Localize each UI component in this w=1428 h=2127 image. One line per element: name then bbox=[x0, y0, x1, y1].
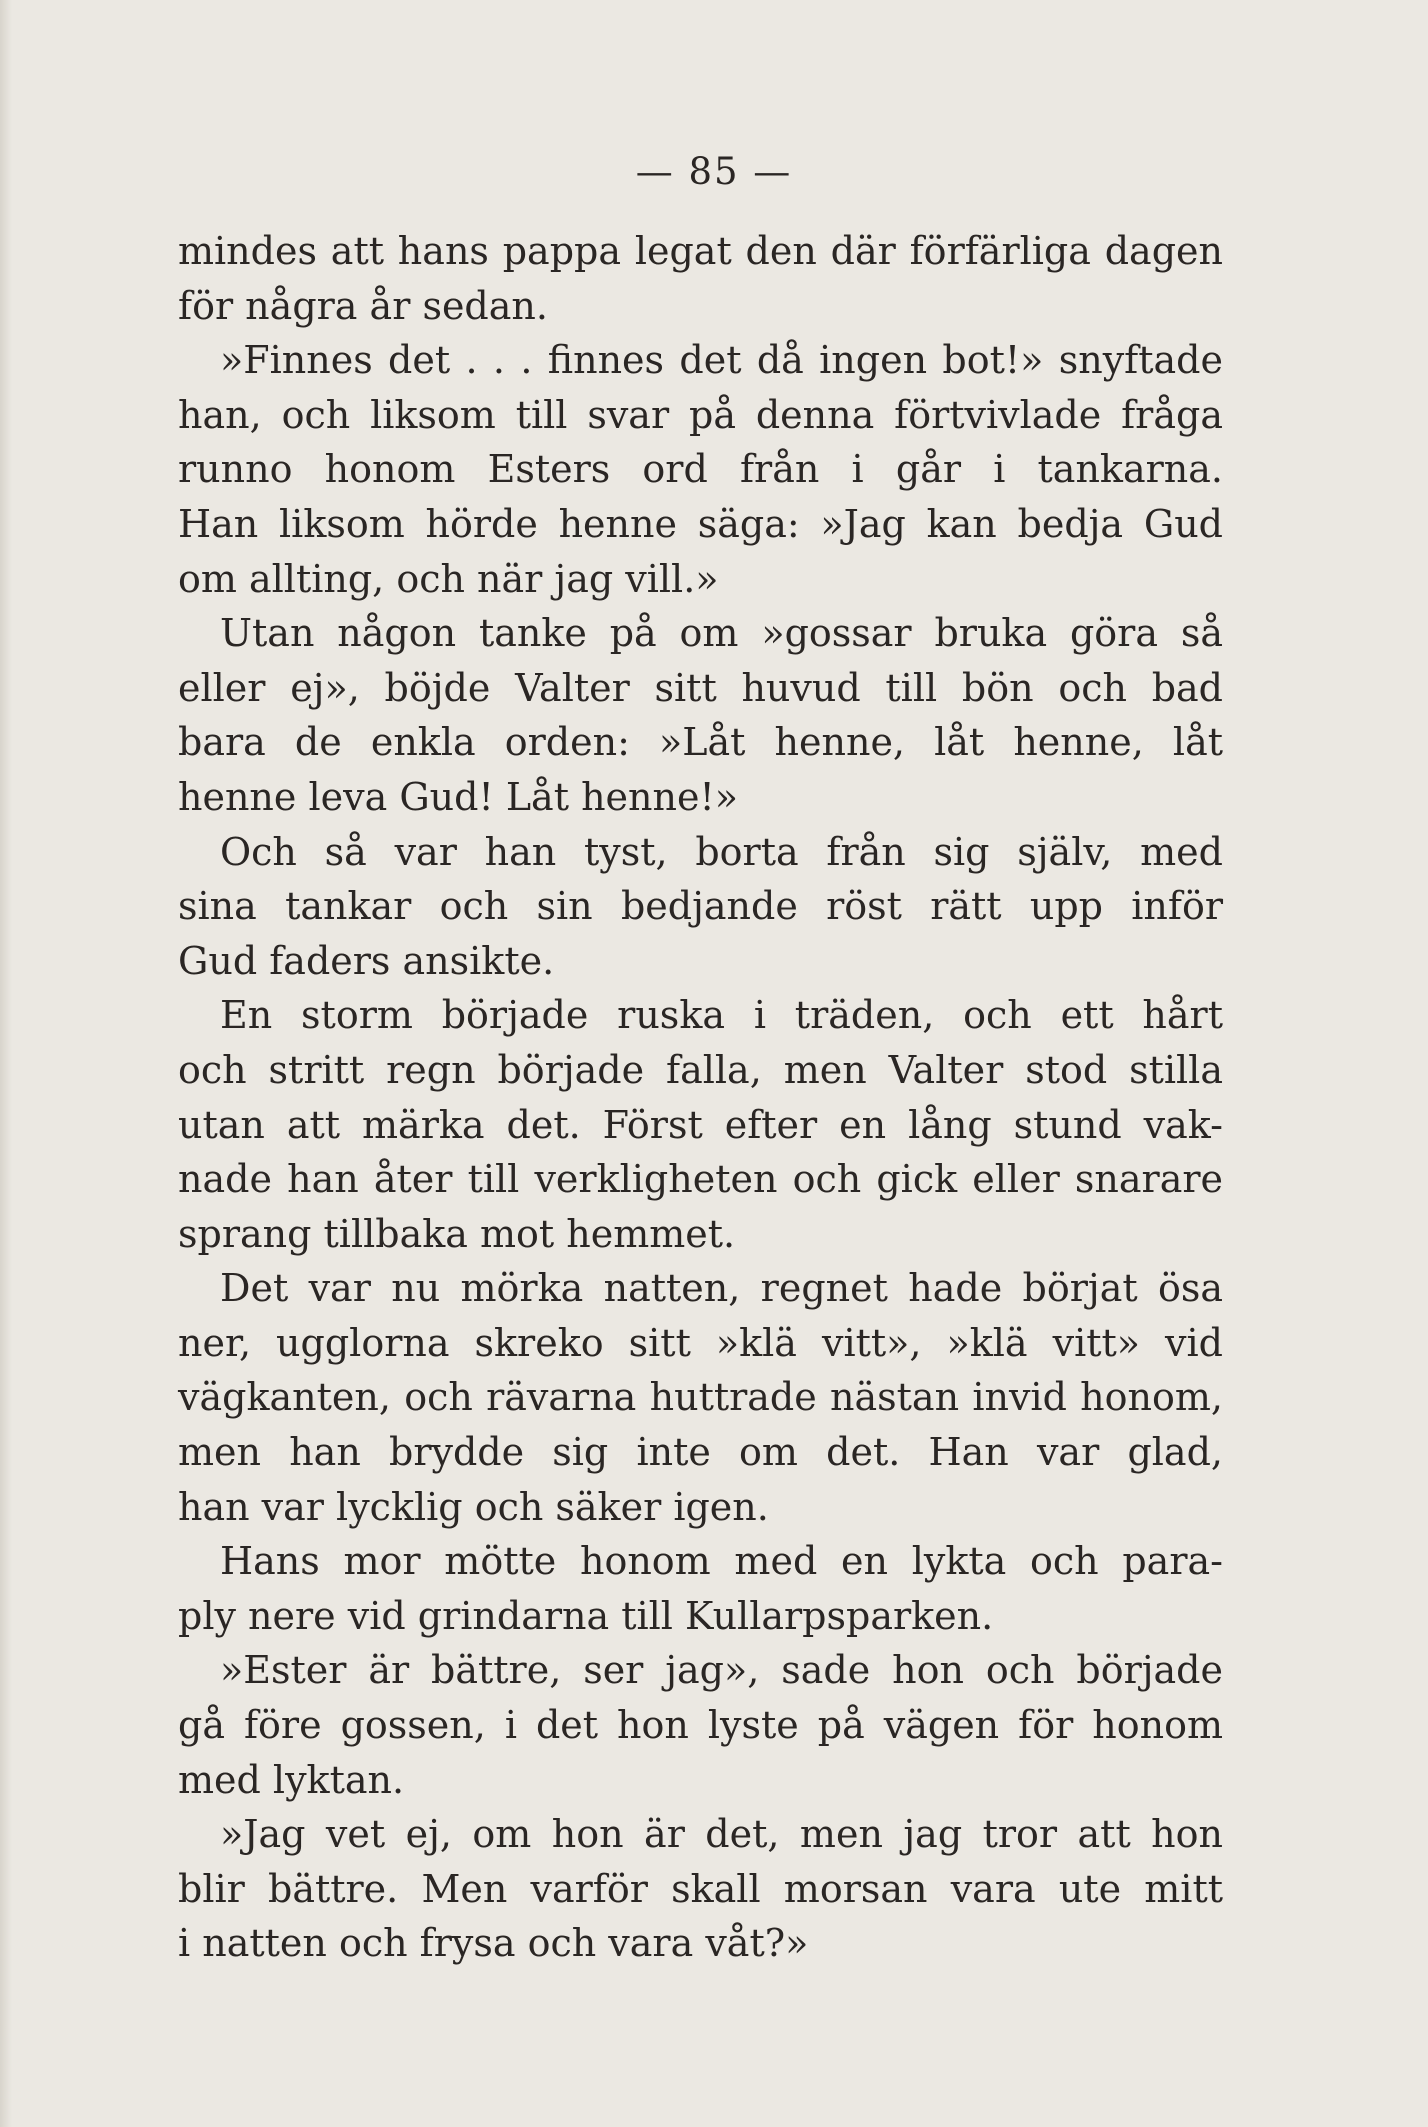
text-line: vägkanten, och rävarna huttrade nästan invid honom, bbox=[178, 1375, 1223, 1420]
text-line: om allting, och när jag vill.» bbox=[178, 556, 719, 601]
text-line: Han liksom hörde henne säga: »Jag kan bedja Gud bbox=[178, 501, 1223, 546]
text-line: mindes att hans pappa legat den där förfärliga dagen bbox=[178, 229, 1223, 273]
text-line: nade han åter till verkligheten och gick eller snarare bbox=[178, 1157, 1223, 1202]
text-line: blir bättre. Men varför skall morsan vara ute mitt bbox=[178, 1866, 1223, 1911]
text-line: men han brydde sig inte om det. Han var glad, bbox=[178, 1430, 1223, 1475]
text-line: gå före gossen, i det hon lyste på vägen för honom bbox=[178, 1703, 1223, 1748]
text-line: sprang tillbaka mot hemmet. bbox=[178, 1211, 736, 1256]
text-line: »Ester är bättre, ser jag», sade hon och började bbox=[220, 1648, 1223, 1693]
text-line: Utan någon tanke på om »gossar bruka göra så bbox=[220, 611, 1223, 656]
body-text bbox=[178, 224, 1223, 1971]
text-line: »Jag vet ej, om hon är det, men jag tror att hon bbox=[220, 1812, 1223, 1857]
text-line: henne leva Gud! Låt henne!» bbox=[178, 774, 738, 819]
text-line: utan att märka det. Först efter en lång stund vak- bbox=[178, 1102, 1223, 1147]
text-line: runno honom Esters ord från i går i tankarna. bbox=[178, 447, 1223, 492]
text-line: med lyktan. bbox=[178, 1757, 405, 1802]
text-line: Hans mor mötte honom med en lykta och para- bbox=[220, 1539, 1223, 1584]
text-line: ply nere vid grindarna till Kullarpsparken. bbox=[178, 1593, 994, 1638]
page-number: — 85 — bbox=[635, 150, 793, 193]
text-line: och stritt regn började falla, men Valter stod stilla bbox=[178, 1047, 1223, 1092]
text-line: Det var nu mörka natten, regnet hade börjat ösa bbox=[220, 1266, 1223, 1311]
text-line: han, och liksom till svar på denna förtvivlade fråga bbox=[178, 392, 1223, 437]
text-line: för några år sedan. bbox=[178, 283, 548, 328]
text-line: i natten och frysa och vara våt?» bbox=[178, 1921, 809, 1966]
text-line: sina tankar och sin bedjande röst rätt upp inför bbox=[178, 884, 1223, 929]
text-line: »Finnes det . . . finnes det då ingen bot!» snyftade bbox=[220, 338, 1223, 383]
text-line: han var lycklig och säker igen. bbox=[178, 1484, 769, 1529]
text-line: Gud faders ansikte. bbox=[178, 938, 555, 983]
text-line: eller ej», böjde Valter sitt huvud till bön och bad bbox=[178, 665, 1223, 710]
text-line: En storm började ruska i träden, och ett hårt bbox=[220, 993, 1223, 1038]
page-edge-shadow bbox=[0, 0, 12, 2127]
text-line: Och så var han tyst, borta från sig själv, med bbox=[220, 829, 1223, 874]
text-line: bara de enkla orden: »Låt henne, låt henne, låt bbox=[178, 720, 1223, 765]
text-line: ner, ugglorna skreko sitt »klä vitt», »klä vitt» vid bbox=[178, 1320, 1223, 1365]
